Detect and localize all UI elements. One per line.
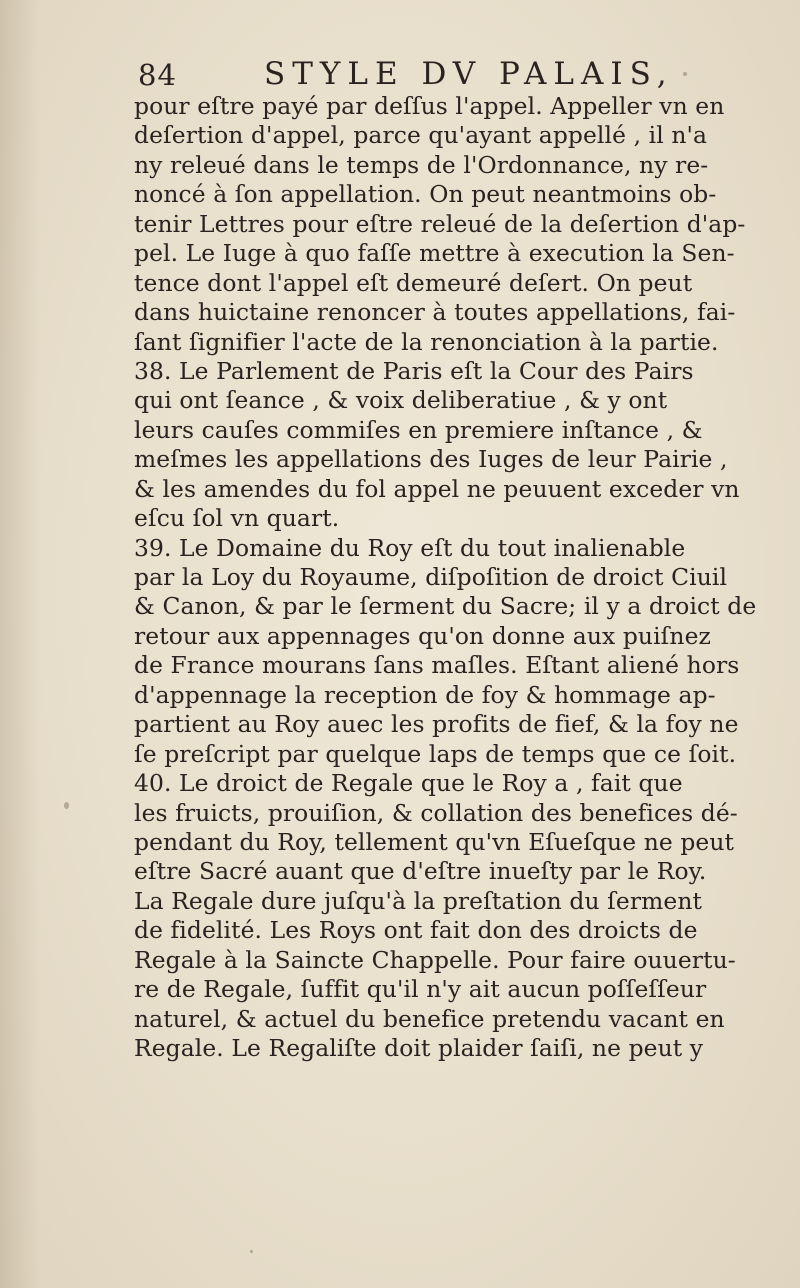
text-line: leurs cauſes commiſes en premiere inſtance , & (134, 415, 703, 444)
text-line: pendant du Roy, tellement qu'vn Eſueſque ne peut (134, 827, 735, 856)
paper-speck (64, 802, 69, 809)
page-gutter-shadow (0, 0, 40, 1288)
text-line: partient au Roy auec les profits de fief, & la foy ne (134, 710, 739, 739)
paper-speck (683, 72, 687, 76)
text-line: tence dont l'appel eſt demeuré deſert. On peut (134, 268, 693, 297)
text-line: meſmes les appellations des Iuges de leur Pairie , (134, 445, 728, 474)
text-line: 38. Le Parlement de Paris eſt la Cour des Pairs (134, 356, 694, 385)
text-line: Regale à la Saincte Chappelle. Pour faire ouuertu- (134, 945, 736, 974)
text-line: de fidelité. Les Roys ont fait don des droicts de (134, 916, 698, 945)
body-text (134, 92, 794, 1063)
text-line: par la Loy du Royaume, diſpoſition de droict Ciuil (134, 563, 728, 591)
text-line: eſcu ſol vn quart. (134, 504, 340, 533)
running-head: STYLE DV PALAIS, (264, 56, 674, 92)
text-line: pel. Le Iuge à quo faſſe mettre à execution la Sen- (134, 239, 735, 268)
page-number: 84 (138, 58, 177, 92)
text-line: naturel, & actuel du benefice pretendu vacant en (134, 1004, 725, 1033)
text-line: eſtre Sacré auant que d'eſtre inueſty par le Roy. (134, 857, 707, 886)
text-line: ſant ſignifier l'acte de la renonciation à la partie. (134, 327, 719, 356)
text-line: d'appennage la reception de foy & hommage ap- (134, 680, 716, 709)
text-line: retour aux appennages qu'on donne aux puiſnez (134, 621, 711, 650)
text-line: La Regale dure juſqu'à la preſtation du ſerment (134, 886, 703, 915)
text-line: noncé à ſon appellation. On peut neantmoins ob- (134, 180, 717, 209)
text-line: ſe preſcript par quelque laps de temps que ce ſoit. (134, 739, 737, 768)
text-line: & Canon, & par le ſerment du Sacre; il y a droict de (134, 592, 757, 621)
text-line: re de Regale, ſuffit qu'il n'y ait aucun poſſeſſeur (134, 975, 707, 1004)
text-line: & les amendes du fol appel ne peuuent exceder vn (134, 474, 740, 503)
text-line: les fruicts, prouiſion, & collation des benefices dé- (134, 798, 738, 827)
paper-speck (250, 1250, 253, 1253)
text-line: dans huictaine renoncer à toutes appellations, fai- (134, 298, 736, 327)
text-line: 40. Le droict de Regale que le Roy a , fait que (134, 769, 683, 798)
text-line: pour eſtre payé par deſſus l'appel. Appeller vn en (134, 92, 725, 120)
text-line: tenir Lettres pour eſtre releué de la deſertion d'ap- (134, 209, 746, 238)
text-line: deſertion d'appel, parce qu'ayant appellé , il n'a (134, 121, 708, 150)
text-line: ny releué dans le temps de l'Ordonnance, ny re- (134, 150, 709, 179)
text-line: 39. Le Domaine du Roy eſt du tout inalienable (134, 533, 686, 562)
text-line: qui ont ſeance , & voix deliberatiue , & y ont (134, 386, 668, 415)
text-line: Regale. Le Regaliſte doit plaider ſaiſi, ne peut y (134, 1034, 704, 1062)
text-line: de France mourans ſans maſles. Eſtant aliené hors (134, 651, 740, 680)
